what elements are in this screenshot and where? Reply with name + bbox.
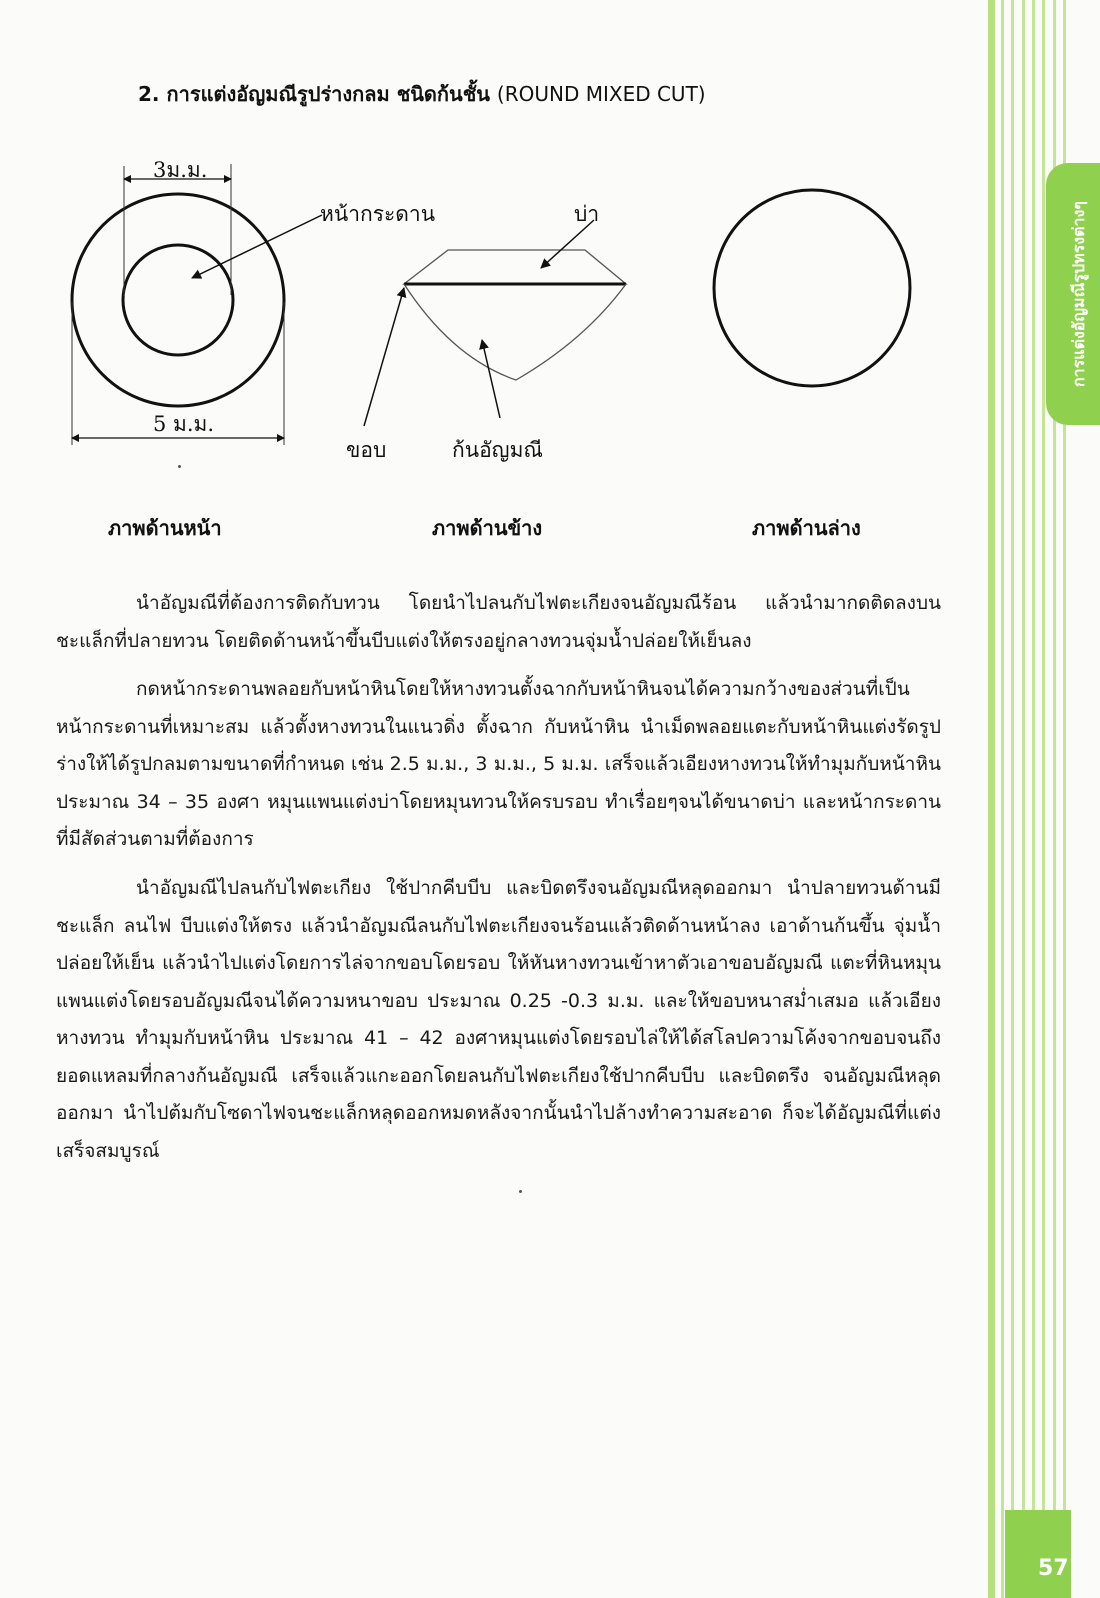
- front-dim-outer-label: 5 ม.ม.: [153, 412, 215, 436]
- bottom-view: [714, 190, 910, 386]
- girdle-pointer-arrow: [364, 288, 404, 426]
- section-heading: [138, 78, 706, 110]
- front-view: [72, 164, 322, 445]
- front-table-label: หน้ากระดาน: [320, 202, 436, 226]
- paragraph-2-text: กดหน้ากระดานพลอยกับหน้าหินโดยให้หางทวนตั้งฉากกับหน้าหินจนได้ความกว้างของส่วนที่เป็นหน้ากระดานที่เหมาะสม แล้วตั้งหางทวนในแนวดิ่ง ตั้งฉาก กับหน้าหิน นำเม็ดพลอยแตะกับหน้าหินแต่งรัดรูปร่างให้ได้รูปกลมตามขนาดที่กำหนด เช่น 2.5 ม.ม., 3 ม.ม., 5 ม.ม. เสร็จแล้วเอียงหางทวนให้ทำมุมกับหน้าหิน ประมาณ 34 – 35 องศา หมุนแพนแต่งบ่าโดยหมุนทวนให้ครบรอบ ทำเรื่อยๆจนได้ขนาดบ่า และหน้ากระดาน ที่มีสัดส่วนตามที่ต้องการ: [56, 678, 941, 850]
- paragraph-2: [56, 671, 941, 859]
- gem-diagram-drawing: [0, 140, 1000, 560]
- paragraph-1: [56, 585, 941, 660]
- section-title-en: (ROUND MIXED CUT): [496, 82, 706, 106]
- front-outer-circle: [72, 194, 284, 406]
- section-title: การแต่งอัญมณีรูปร่างกลม ชนิดก้นชั้น: [166, 82, 490, 106]
- paragraph-1-text: นำอัญมณีที่ต้องการติดกับทวน โดยนำไปลนกับไฟตะเกียงจนอัญมณีร้อน แล้วนำมากดติดลงบนชะแล็กที่ปลายทวน โดยติดด้านหน้าขึ้นบีบแต่งให้ตรงอยู่กลางทวนจุ่มน้ำปล่อยให้เย็นลง: [56, 592, 941, 652]
- page-number-box: [1005, 1510, 1071, 1598]
- front-inner-circle: [123, 245, 233, 355]
- pavilion-outline: [404, 284, 626, 380]
- chapter-tab-label: การแต่งอัญมณีรูปทรงต่างๆ: [1069, 201, 1088, 387]
- section-number: 2.: [138, 82, 160, 106]
- gem-diagram: [0, 140, 1000, 560]
- stray-dot: [178, 465, 181, 468]
- front-view-caption: ภาพด้านหน้า: [108, 516, 222, 540]
- stray-dot: [519, 1190, 522, 1193]
- side-pavilion-label: ก้นอัญมณี: [452, 438, 543, 462]
- pavilion-pointer-arrow: [482, 340, 500, 418]
- side-view-caption: ภาพด้านข้าง: [432, 516, 543, 540]
- front-dim-inner-label: 3ม.ม.: [153, 158, 208, 182]
- side-view: [364, 220, 626, 426]
- bottom-view-caption: ภาพด้านล่าง: [752, 516, 861, 540]
- side-girdle-label: ขอบ: [346, 438, 387, 462]
- paragraph-3: [56, 870, 941, 1170]
- table-pointer-arrow: [192, 215, 322, 278]
- page-number: 57: [1038, 1556, 1069, 1581]
- bottom-circle: [714, 190, 910, 386]
- side-crown-label: บ่า: [574, 202, 600, 226]
- crown-outline: [404, 250, 626, 284]
- paragraph-3-text: นำอัญมณีไปลนกับไฟตะเกียง ใช้ปากคีบบีบ และบิดตรึงจนอัญมณีหลุดออกมา นำปลายทวนด้านมีชะแล็ก ลนไฟ บีบแต่งให้ตรง แล้วนำอัญมณีลนกับไฟตะเกียงจนร้อนแล้วติดด้านหน้าลง เอาด้านก้นขึ้น จุ่มน้ำปล่อยให้เย็น แล้วนำไปแต่งโดยการไล่จากขอบโดยรอบ ให้หันหางทวนเข้าหาตัวเอาขอบอัญมณี แตะที่หินหมุนแพนแต่งโดยรอบอัญมณีจนได้ความหนาขอบ ประมาณ 0.25 -0.3 ม.ม. และให้ขอบหนาสม่ำเสมอ แล้วเอียงหางทวน ทำมุมกับหน้าหิน ประมาณ 41 – 42 องศาหมุนแต่งโดยรอบไล่ให้ได้สโลปความโค้งจากขอบจนถึงยอดแหลมที่กลางก้นอัญมณี เสร็จแล้วแกะออกโดยลนกับไฟตะเกียงใช้ปากคีบบีบ และบิดตรึง จนอัญมณีหลุดออกมา นำไปต้มกับโซดาไฟจนชะแล็กหลุดออกหมดหลังจากนั้นนำไปล้างทำความสะอาด ก็จะได้อัญมณีที่แต่งเสร็จสมบูรณ์: [56, 877, 941, 1162]
